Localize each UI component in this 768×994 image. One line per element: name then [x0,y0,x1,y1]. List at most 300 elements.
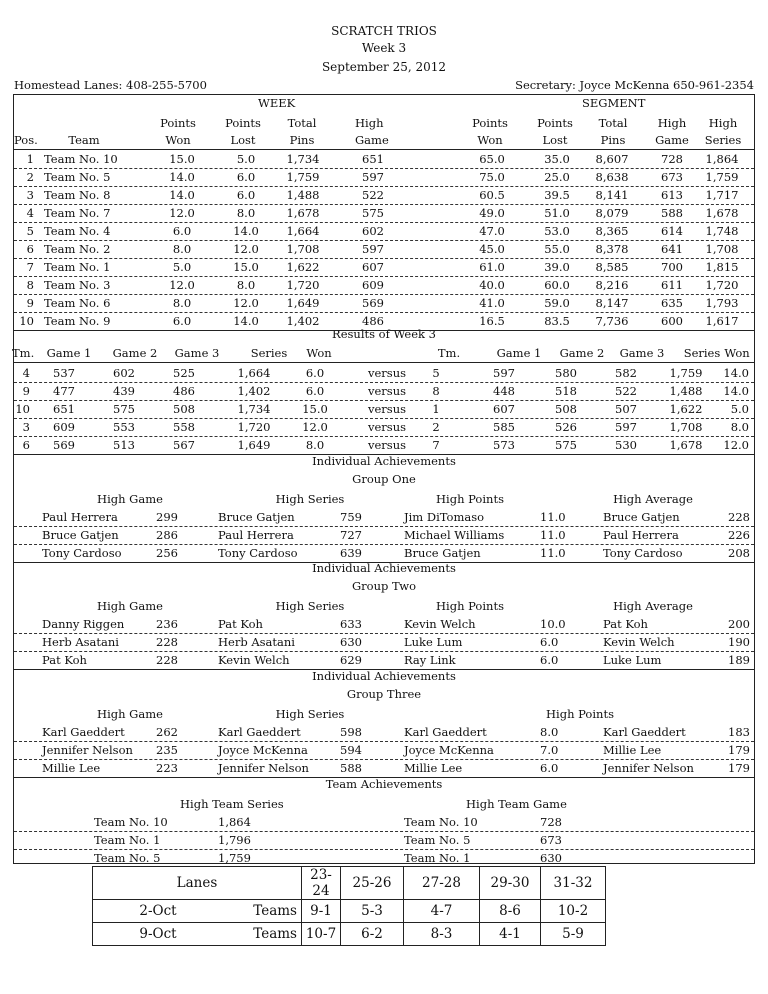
lane-matchup: 10-7 [302,923,341,946]
cell: 673 [661,170,683,184]
player-name: Jennifer Nelson [603,761,694,775]
lane-matchup: 9-1 [302,900,341,923]
cell: 5.0 [172,260,192,274]
cell: 6 [22,438,30,452]
header-cell: Game 2 [559,346,605,360]
header-cell: Points [225,116,261,130]
cell: 597 [362,170,384,184]
cell: 60.0 [544,278,570,292]
header-cell: Won [165,133,191,147]
team-name: Team No. 4 [44,224,111,238]
player-name: Kevin Welch [218,653,290,667]
score: 630 [540,851,562,865]
cell: 600 [661,314,683,328]
player-name: Tony Cardoso [603,546,683,560]
week-group-label: WEEK [258,96,296,110]
lane-matchup: 8-6 [480,900,541,923]
player-name: Millie Lee [42,761,101,775]
cell: 1,748 [705,224,739,238]
cell: 1,664 [237,366,271,380]
lane-matchup: 10-2 [541,900,606,923]
lane-date: 2-Oct [93,900,224,923]
player-name: Paul Herrera [218,528,294,542]
cell: 486 [173,384,195,398]
versus-label: versus [368,420,407,434]
player-name: Pat Koh [42,653,87,667]
cell: 5.0 [730,402,749,416]
player-name: Bruce Gatjen [603,510,680,524]
results-row [14,382,754,401]
header-cell: Game [655,133,689,147]
header-cell: High Series [275,707,345,721]
cell: 8 [432,384,440,398]
cell: 15.0 [302,402,328,416]
score: 639 [340,546,362,560]
lanes-label: Lanes [93,867,302,900]
cell: 53.0 [544,224,570,238]
score: 189 [728,653,750,667]
player-name: Ray Link [404,653,456,667]
team-name: Team No. 7 [44,206,111,220]
score: 598 [340,725,362,739]
cell: 47.0 [479,224,505,238]
header-cell: Game 1 [46,346,92,360]
standings-row [14,204,754,223]
cell: 1,678 [705,206,739,220]
header-cell: Game 3 [174,346,220,360]
cell: 1,717 [705,188,739,202]
cell: 585 [493,420,515,434]
cell: 1,759 [286,170,320,184]
cell: 83.5 [544,314,570,328]
achievement-row [14,508,754,527]
cell: 525 [173,366,195,380]
standings-row [14,150,754,169]
lane-matchup: 5-9 [541,923,606,946]
score: 179 [728,743,750,757]
group-label: Group Two [351,579,417,593]
section-title: Individual Achievements [312,454,456,468]
header-cell: High Average [613,599,693,613]
cell: 1,759 [705,170,739,184]
cell: 573 [493,438,515,452]
cell: 1,664 [286,224,320,238]
header-cell: Lost [542,133,568,147]
cell: 611 [661,278,683,292]
cell: 1,708 [669,420,703,434]
cell: 39.5 [544,188,570,202]
cell: 14.0 [723,366,749,380]
score: 228 [728,510,750,524]
cell: 582 [615,366,637,380]
cell: 518 [555,384,577,398]
cell: 513 [113,438,135,452]
lane-pair: 31-32 [541,867,606,900]
cell: 25.0 [544,170,570,184]
header-cell: High Game [97,707,163,721]
player-name: Danny Riggen [42,617,125,631]
header-cell: High Points [546,707,614,721]
cell: 1,759 [669,366,703,380]
cell: 8.0 [236,278,256,292]
header-cell: High Points [436,599,504,613]
lanes-info: Homestead Lanes: 408-255-5700 [14,78,207,92]
header-cell: Tm. [437,346,461,360]
cell: 51.0 [544,206,570,220]
player-name: Jennifer Nelson [42,743,133,757]
player-name: Millie Lee [404,761,463,775]
team-name: Team No. 10 [94,815,168,829]
lane-teams-label: Teams [223,900,302,923]
cell: 1,488 [286,188,320,202]
header-cell: High Team Series [180,797,284,811]
header-cell: High Game [97,599,163,613]
cell: 8,365 [595,224,629,238]
player-name: Joyce McKenna [404,743,494,757]
cell: 8,147 [595,296,629,310]
cell: 651 [362,152,384,166]
player-name: Millie Lee [603,743,662,757]
cell: 6.0 [172,224,192,238]
score: 286 [156,528,178,542]
header-cell: High Team Game [466,797,567,811]
cell: 1,815 [705,260,739,274]
cell: 65.0 [479,152,505,166]
cell: 507 [615,402,637,416]
cell: 1,402 [286,314,320,328]
cell: 6.0 [305,384,325,398]
cell: 1,488 [669,384,703,398]
section-title: Team Achievements [325,777,443,791]
cell: 569 [53,438,75,452]
player-name: Luke Lum [603,653,662,667]
lane-pair: 27-28 [404,867,480,900]
lane-pair: 29-30 [480,867,541,900]
cell: 9 [26,296,34,310]
standings-header-row [14,131,754,150]
score: 7.0 [540,743,559,757]
cell: 508 [173,402,195,416]
group-label: Group Three [346,687,422,701]
cell: 15.0 [233,260,259,274]
cell: 6 [26,242,34,256]
header-cell: Tm. [12,346,35,360]
score: 183 [728,725,750,739]
header-cell: Game 3 [619,346,665,360]
team-name: Team No. 1 [404,851,471,865]
header-cell: Points [160,116,196,130]
cell: 39.0 [544,260,570,274]
score: 6.0 [540,653,559,667]
score: 10.0 [540,617,566,631]
achievement-row [14,651,754,670]
cell: 8.0 [305,438,325,452]
cell: 41.0 [479,296,505,310]
cell: 1,649 [286,296,320,310]
cell: 602 [362,224,384,238]
cell: 14.0 [169,188,195,202]
cell: 569 [362,296,384,310]
cell: 7 [26,260,34,274]
cell: 1 [26,152,34,166]
cell: 1,678 [669,438,703,452]
cell: 8,585 [595,260,629,274]
cell: 55.0 [544,242,570,256]
cell: 1,734 [286,152,320,166]
results-row [14,418,754,437]
team-row [14,849,754,867]
cell: 1,622 [669,402,703,416]
header-cell: Lost [230,133,256,147]
player-name: Luke Lum [404,635,463,649]
team-name: Team No. 5 [44,170,111,184]
cell: 2 [26,170,34,184]
score: 673 [540,833,562,847]
player-name: Paul Herrera [603,528,679,542]
team-name: Team No. 3 [44,278,111,292]
cell: 12.0 [302,420,328,434]
standings-row [14,294,754,313]
cell: 1,678 [286,206,320,220]
header-cell: Won [724,346,750,360]
standings-row [14,276,754,295]
cell: 1,622 [286,260,320,274]
cell: 6.0 [236,170,256,184]
lane-matchup: 5-3 [341,900,404,923]
report-week: Week 3 [361,41,407,55]
cell: 8,079 [595,206,629,220]
cell: 14.0 [169,170,195,184]
header-cell: Series [683,346,721,360]
group-header-row [14,705,754,723]
cell: 522 [362,188,384,202]
cell: 9 [22,384,30,398]
score: 11.0 [540,510,566,524]
achievement-row [14,723,754,742]
header-cell: Total [287,116,317,130]
standings-row [14,258,754,277]
player-name: Michael Williams [404,528,505,542]
cell: 2 [432,420,440,434]
lane-matchup: 6-2 [341,923,404,946]
header-cell: High Game [97,492,163,506]
score: 228 [156,653,178,667]
team-name: Team No. 1 [44,260,111,274]
cell: 567 [173,438,195,452]
team-row [14,813,754,832]
cell: 700 [661,260,683,274]
score: 6.0 [540,635,559,649]
cell: 1,708 [286,242,320,256]
cell: 575 [555,438,577,452]
score: 190 [728,635,750,649]
segment-group-label: SEGMENT [582,96,646,110]
score: 299 [156,510,178,524]
score: 727 [340,528,362,542]
cell: 5 [26,224,34,238]
cell: 7 [432,438,440,452]
cell: 8,607 [595,152,629,166]
cell: 602 [113,366,135,380]
cell: 1,649 [237,438,271,452]
cell: 15.0 [169,152,195,166]
cell: 613 [661,188,683,202]
cell: 35.0 [544,152,570,166]
cell: 651 [53,402,75,416]
results-row [14,436,754,455]
player-name: Bruce Gatjen [218,510,295,524]
cell: 1,402 [237,384,271,398]
team-name: Team No. 6 [44,296,111,310]
lane-teams-label: Teams [223,923,302,946]
report-date: September 25, 2012 [321,60,447,74]
score: 256 [156,546,178,560]
cell: 530 [615,438,637,452]
cell: 728 [661,152,683,166]
score: 633 [340,617,362,631]
team-row [14,831,754,850]
team-name: Team No. 10 [404,815,478,829]
section-title: Individual Achievements [312,669,456,683]
group-header-row [14,597,754,615]
cell: 607 [362,260,384,274]
header-cell: High Series [275,492,345,506]
cell: 12.0 [233,242,259,256]
cell: 8.0 [236,206,256,220]
player-name: Bruce Gatjen [404,546,481,560]
cell: 6.0 [172,314,192,328]
standings-row [14,312,754,331]
team-name: Team No. 5 [94,851,161,865]
cell: 4 [26,206,34,220]
score: 235 [156,743,178,757]
cell: 1,720 [286,278,320,292]
header-cell: Series [704,133,742,147]
standings-row [14,186,754,205]
cell: 553 [113,420,135,434]
cell: 7,736 [595,314,629,328]
cell: 10 [19,314,34,328]
player-name: Karl Gaeddert [603,725,686,739]
cell: 5 [432,366,440,380]
cell: 439 [113,384,135,398]
header-cell: Total [598,116,628,130]
cell: 448 [493,384,515,398]
lane-assignments-table [92,866,606,946]
score: 208 [728,546,750,560]
header-cell: Pins [289,133,315,147]
player-name: Kevin Welch [404,617,476,631]
team-name: Team No. 9 [44,314,111,328]
cell: 3 [22,420,30,434]
cell: 6.0 [236,188,256,202]
cell: 1,793 [705,296,739,310]
header-cell: Points [537,116,573,130]
report-title: SCRATCH TRIOS [331,24,437,38]
cell: 8,378 [595,242,629,256]
cell: 1,617 [705,314,739,328]
score: 223 [156,761,178,775]
cell: 16.5 [479,314,505,328]
header-cell: Pins [600,133,626,147]
score: 630 [340,635,362,649]
cell: 1,864 [705,152,739,166]
header-cell: High Points [436,492,504,506]
cell: 575 [362,206,384,220]
cell: 4 [22,366,30,380]
section-title: Individual Achievements [312,561,456,575]
score: 179 [728,761,750,775]
results-row [14,364,754,383]
achievement-row [14,741,754,760]
score: 8.0 [540,725,559,739]
cell: 588 [661,206,683,220]
versus-label: versus [368,402,407,416]
standings-row [14,222,754,241]
standings-header-row [14,114,754,132]
cell: 1 [432,402,440,416]
header-cell: Points [472,116,508,130]
score: 759 [340,510,362,524]
lane-matchup: 8-3 [404,923,480,946]
lane-matchup: 4-1 [480,923,541,946]
achievement-row [14,633,754,652]
cell: 49.0 [479,206,505,220]
cell: 3 [26,188,34,202]
cell: 508 [555,402,577,416]
versus-label: versus [368,438,407,452]
standings-row [14,240,754,259]
player-name: Jim DiTomaso [404,510,485,524]
score: 236 [156,617,178,631]
cell: 607 [493,402,515,416]
team-name: Team No. 10 [44,152,118,166]
header-cell: Team [68,133,100,147]
cell: 8,141 [595,188,629,202]
cell: 8 [26,278,34,292]
header-cell: High [708,116,738,130]
cell: 537 [53,366,75,380]
cell: 60.5 [479,188,505,202]
cell: 14.0 [233,224,259,238]
cell: 641 [661,242,683,256]
cell: 558 [173,420,195,434]
player-name: Karl Gaeddert [404,725,487,739]
player-name: Karl Gaeddert [42,725,125,739]
header-cell: High Series [275,599,345,613]
cell: 597 [615,420,637,434]
cell: 1,734 [237,402,271,416]
header-cell: Series [250,346,288,360]
cell: 59.0 [544,296,570,310]
team-name: Team No. 5 [404,833,471,847]
player-name: Bruce Gatjen [42,528,119,542]
secretary-info: Secretary: Joyce McKenna 650-961-2354 [515,78,754,92]
cell: 6.0 [305,366,325,380]
cell: 8,638 [595,170,629,184]
score: 228 [156,635,178,649]
score: 226 [728,528,750,542]
cell: 12.0 [233,296,259,310]
header-cell: Game 1 [496,346,542,360]
player-name: Kevin Welch [603,635,675,649]
header-cell: High [355,116,384,130]
cell: 597 [493,366,515,380]
score: 1,864 [218,815,251,829]
team-header-row [14,795,754,813]
achievement-row [14,526,754,545]
header-cell: Pos. [14,133,38,147]
